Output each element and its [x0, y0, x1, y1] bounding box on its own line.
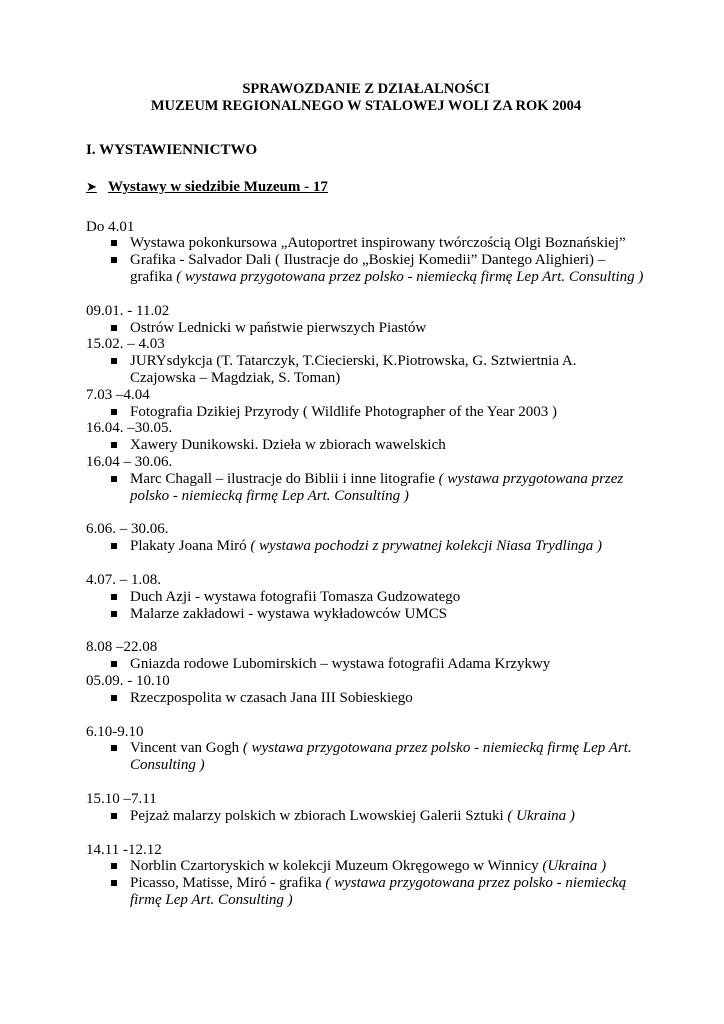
exhibition-item — [86, 606, 646, 623]
exhibition-item — [86, 235, 646, 252]
exhibition-title: Norblin Czartoryskich w kolekcji Muzeum Okręgowego w Winnicy — [130, 858, 543, 875]
square-bullet-icon — [111, 813, 117, 819]
exhibition-date: 16.04 – 30.06. — [86, 453, 173, 470]
exhibition-note: ( Ukraina ) — [507, 807, 575, 824]
exhibition-item — [86, 589, 646, 606]
exhibition-date: 6.10-9.10 — [86, 723, 144, 740]
square-bullet-icon — [111, 745, 117, 751]
exhibition-group — [86, 219, 646, 286]
exhibition-title: Marc Chagall – ilustracje do Biblii i inne litografie — [130, 470, 439, 487]
exhibition-item — [86, 656, 646, 673]
document-page — [86, 81, 646, 909]
arrow-bullet-icon: ➤ — [86, 178, 97, 194]
exhibition-item — [86, 471, 646, 505]
exhibition-list — [86, 219, 646, 909]
exhibition-note: ( wystawa przygotowana przez polsko - niemiecką firmę Lep Art. Consulting ) — [130, 740, 632, 774]
exhibition-item — [86, 808, 646, 825]
exhibition-title: Vincent van Gogh — [130, 740, 243, 757]
report-title-line-2: MUZEUM REGIONALNEGO W STALOWEJ WOLI ZA ROK 2004 — [150, 98, 582, 114]
exhibition-note: ( wystawa przygotowana przez polsko - niemiecką firmę Lep Art. Consulting ) — [130, 470, 624, 504]
exhibition-item — [86, 252, 646, 286]
exhibition-group — [86, 303, 646, 337]
square-bullet-icon — [111, 543, 117, 549]
exhibition-item — [86, 740, 646, 774]
exhibition-title: Fotografia Dzikiej Przyrody ( Wildlife Photographer of the Year 2003 ) — [130, 403, 557, 420]
square-bullet-icon — [111, 240, 117, 246]
exhibition-group — [86, 572, 646, 622]
exhibition-title: Picasso, Matisse, Miró - grafika — [130, 875, 326, 892]
square-bullet-icon — [111, 409, 117, 415]
exhibition-date: 6.06. – 30.06. — [86, 521, 169, 538]
square-bullet-icon — [111, 442, 117, 448]
exhibition-date: 7.03 –4.04 — [86, 386, 150, 403]
square-bullet-icon — [111, 611, 117, 617]
exhibition-title: Duch Azji - wystawa fotografii Tomasza Gudzowatego — [130, 588, 461, 605]
exhibition-item — [86, 858, 646, 875]
subheading — [86, 179, 646, 196]
exhibition-group — [86, 454, 646, 504]
square-bullet-icon — [111, 863, 117, 869]
square-bullet-icon — [111, 257, 117, 263]
exhibition-date: 15.10 –7.11 — [86, 790, 157, 807]
exhibition-group — [86, 521, 646, 555]
exhibition-title: Wystawa pokonkursowa „Autoportret inspirowany twórczością Olgi Boznańskiej” — [130, 235, 626, 252]
square-bullet-icon — [111, 358, 117, 364]
square-bullet-icon — [111, 880, 117, 886]
square-bullet-icon — [111, 476, 117, 482]
exhibition-group — [86, 420, 646, 454]
report-title-line-1: SPRAWOZDANIE Z DZIAŁALNOŚCI — [242, 81, 490, 97]
exhibition-title: Xawery Dunikowski. Dzieła w zbiorach wawelskich — [130, 437, 446, 454]
exhibition-item — [86, 690, 646, 707]
subheading-text: Wystawy w siedzibie Muzeum - 17 — [108, 178, 328, 195]
exhibition-item — [86, 320, 646, 337]
exhibition-title: Grafika - Salvador Dali ( Ilustracje do „Boskiej Komedii” Dantego Alighieri) – grafika — [130, 252, 606, 285]
exhibition-title: Plakaty Joana Miró — [130, 538, 251, 555]
exhibition-date: 4.07. – 1.08. — [86, 571, 161, 588]
exhibition-group — [86, 336, 646, 386]
square-bullet-icon — [111, 695, 117, 701]
exhibition-group — [86, 842, 646, 909]
exhibition-title: Pejzaż malarzy polskich w zbiorach Lwowskiej Galerii Sztuki — [130, 807, 508, 824]
exhibition-date: 16.04. –30.05. — [86, 420, 173, 437]
exhibition-date: 09.01. - 11.02 — [86, 302, 170, 319]
section-heading: I. WYSTAWIENNICTWO — [86, 142, 258, 158]
exhibition-group — [86, 724, 646, 774]
exhibition-group — [86, 673, 646, 707]
exhibition-date: 8.08 –22.08 — [86, 639, 158, 656]
square-bullet-icon — [111, 661, 117, 667]
exhibition-title: Gniazda rodowe Lubomirskich – wystawa fotografii Adama Krzykwy — [130, 656, 551, 673]
exhibition-title: JURYsdykcja (T. Tatarczyk, T.Ciecierski, K.Piotrowska, G. Sztwiertnia A. Czajowska – Magdziak, S. Toman) — [130, 353, 577, 386]
exhibition-date: 15.02. – 4.03 — [86, 336, 165, 353]
exhibition-item — [86, 353, 646, 387]
exhibition-note: ( wystawa pochodzi z prywatnej kolekcji Niasa Trydlinga ) — [250, 538, 603, 555]
exhibition-title: Rzeczpospolita w czasach Jana III Sobieskiego — [130, 689, 413, 706]
exhibition-group — [86, 639, 646, 673]
exhibition-note: ( wystawa przygotowana przez polsko - niemiecką firmę Lep Art. Consulting ) — [176, 268, 644, 285]
exhibition-note: ( wystawa przygotowana przez polsko - niemiecką firmę Lep Art. Consulting ) — [130, 875, 627, 908]
report-title — [86, 81, 646, 115]
exhibition-group — [86, 387, 646, 421]
exhibition-item — [86, 404, 646, 421]
exhibition-date: 05.09. - 10.10 — [86, 672, 170, 689]
square-bullet-icon — [111, 594, 117, 600]
exhibition-item — [86, 875, 646, 909]
exhibition-title: Ostrów Lednicki w państwie pierwszych Piastów — [130, 319, 427, 336]
exhibition-note: (Ukraina ) — [542, 858, 607, 875]
exhibition-title: Malarze zakładowi - wystawa wykładowców UMCS — [130, 605, 447, 622]
exhibition-date: 14.11 -12.12 — [86, 841, 162, 858]
exhibition-item — [86, 437, 646, 454]
exhibition-group — [86, 791, 646, 825]
exhibition-date: Do 4.01 — [86, 218, 135, 235]
exhibition-item — [86, 538, 646, 555]
square-bullet-icon — [111, 325, 117, 331]
